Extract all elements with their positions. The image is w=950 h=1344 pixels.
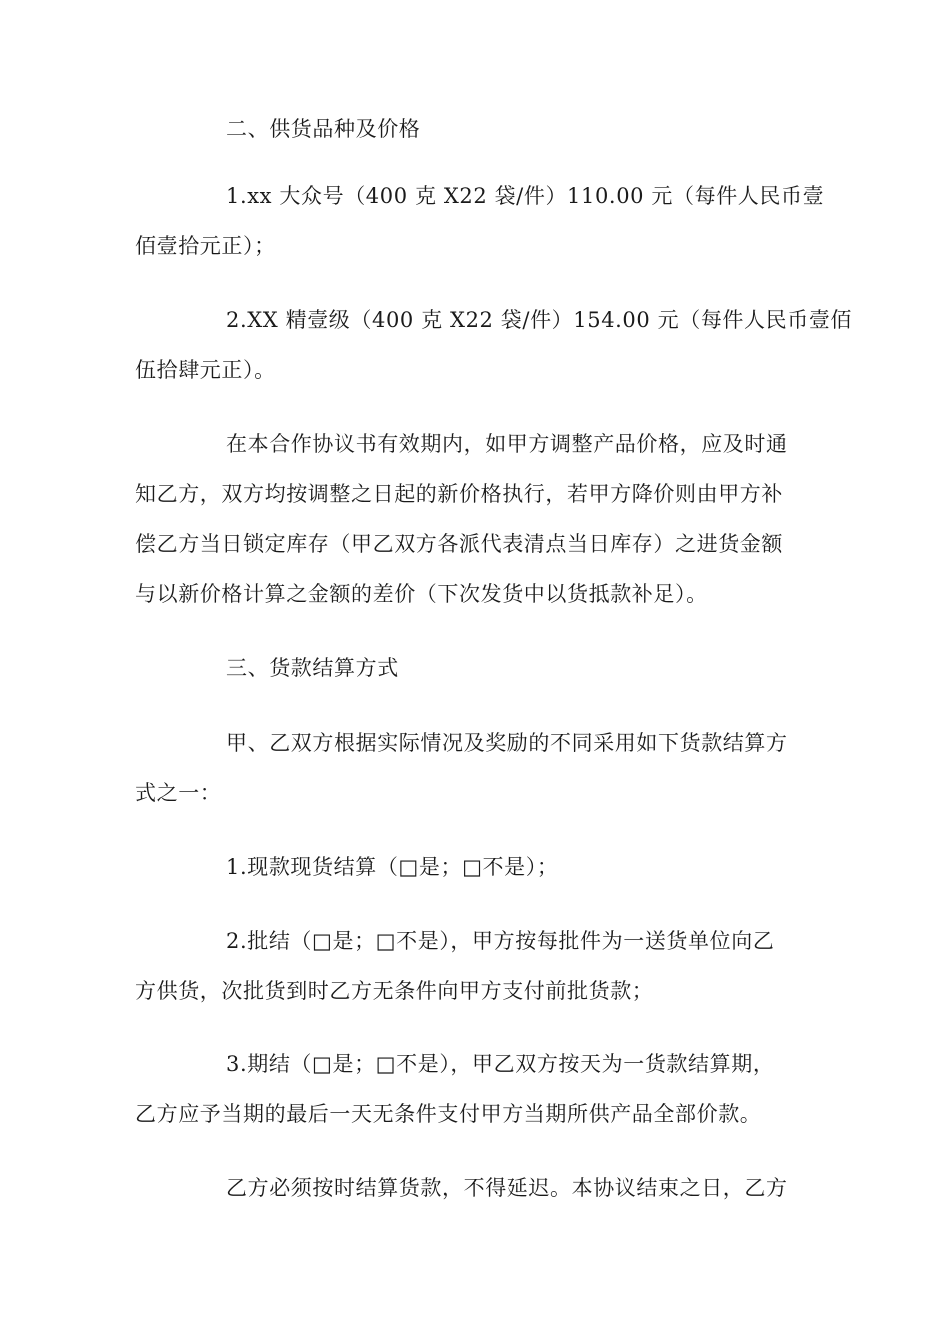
price-adjust-line-4: 与以新价格计算之金额的差价（下次发货中以货抵款补足）。 <box>135 582 708 606</box>
settlement-option-2-line-2: 方供货，次批货到时乙方无条件向甲方支付前批货款； <box>135 979 654 1003</box>
section-heading-2: 二、供货品种及价格 <box>226 117 421 141</box>
settlement-option-3-line-2: 乙方应予当期的最后一天无条件支付甲方当期所供产品全部价款。 <box>135 1102 762 1126</box>
price-adjust-line-3: 偿乙方当日锁定库存（甲乙双方各派代表清点当日库存）之进货金额 <box>135 532 783 556</box>
settlement-intro-line-1: 甲、乙双方根据实际情况及奖励的不同采用如下货款结算方 <box>226 731 788 755</box>
price-adjust-line-1: 在本合作协议书有效期内，如甲方调整产品价格，应及时通 <box>226 432 788 456</box>
price-adjust-line-2: 知乙方，双方均按调整之日起的新价格执行，若甲方降价则由甲方补 <box>135 482 783 506</box>
section-heading-3: 三、货款结算方式 <box>226 656 399 680</box>
item-2-line-2: 伍拾肆元正）。 <box>135 358 276 382</box>
item-1-line-1: 1.xx 大众号（400 克 X22 袋/件）110.00 元（每件人民币壹 <box>226 184 825 208</box>
payment-deadline-line-1: 乙方必须按时结算货款，不得延迟。本协议结束之日，乙方 <box>226 1176 788 1200</box>
settlement-option-1: 1.现款现货结算（□是；□不是）； <box>226 855 559 879</box>
settlement-option-2-line-1: 2.批结（□是；□不是），甲方按每批件为一送货单位向乙 <box>226 929 775 953</box>
item-1-line-2: 佰壹拾元正）； <box>135 234 276 258</box>
item-2-line-1: 2.XX 精壹级（400 克 X22 袋/件）154.00 元（每件人民币壹佰 <box>226 308 853 332</box>
settlement-option-3-line-1: 3.期结（□是；□不是），甲乙双方按天为一货款结算期， <box>226 1052 775 1076</box>
settlement-intro-line-2: 式之一： <box>135 781 222 805</box>
